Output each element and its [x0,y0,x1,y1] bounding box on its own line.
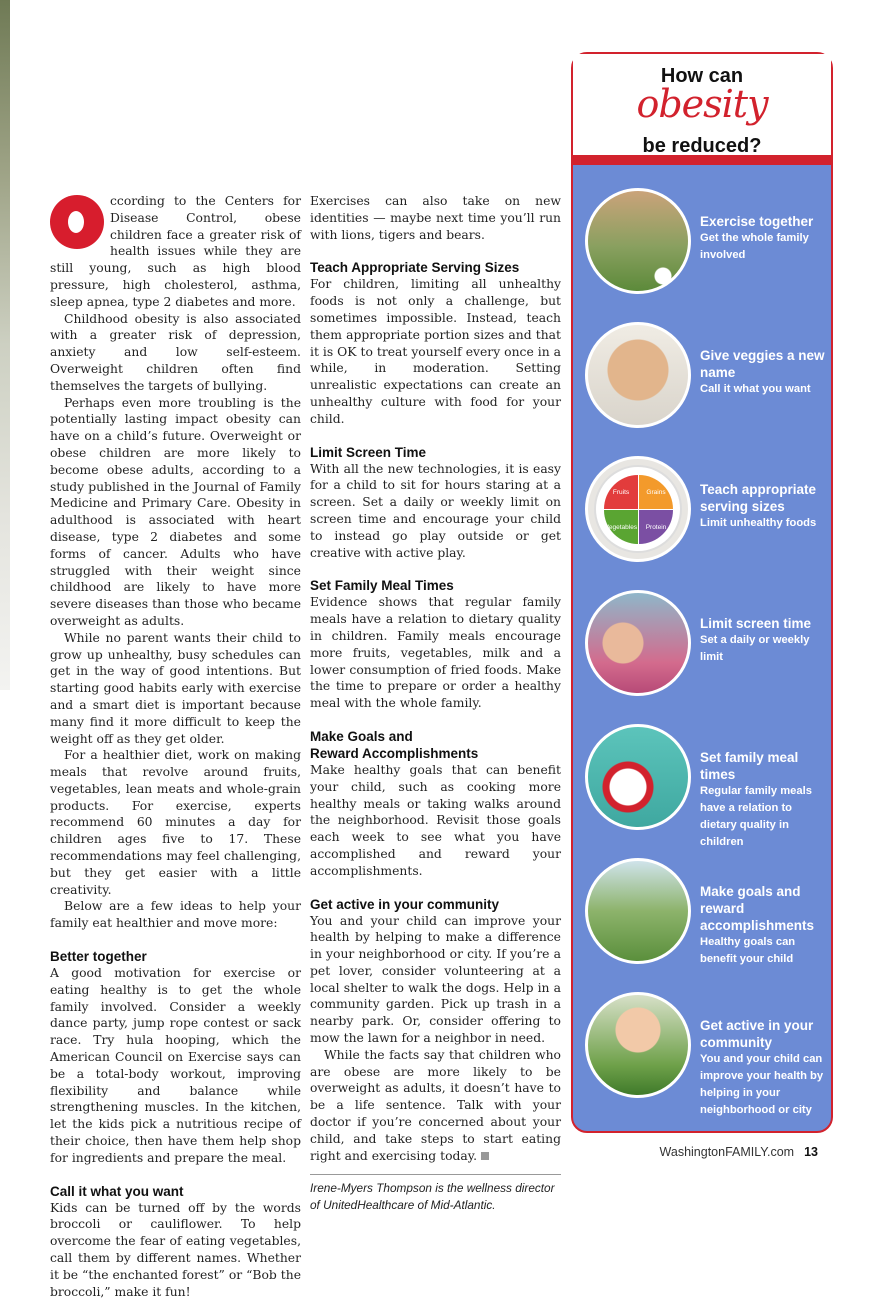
edge-photo [0,0,10,690]
article-column-1 [50,193,301,1300]
plate-photo [585,456,691,562]
tip-item [573,858,831,968]
heading-goals [310,728,561,762]
plate-protein: Protein [639,510,673,544]
paragraph: Childhood obesity is also associated with a greater risk of depression, anxiety and low self-esteem. Overweight children often find themselves the targets of bullying. [50,311,301,393]
heading-meal-times: Set Family Meal Times [310,578,454,594]
heading-goals-line-2: Reward Accomplishments [310,745,479,761]
paragraph: Kids can be turned off by the words broccoli or cauliflower. To help overcome the fear of eating vegetables, call them by different names. Whether it be “the enchanted forest” or “Bob the broccoli,” make it fun! [50,1200,301,1299]
tip-desc: Healthy goals can benefit your child [700,936,796,965]
paragraph: Below are a few ideas to help your family eat healthier and move more: [50,899,301,931]
sidebar-header [573,54,831,165]
alarm-clock-photo [585,724,691,830]
tip-title: Set family meal times [700,750,799,782]
paragraph: ccording to the Centers for Disease Control, obese children face a greater risk of health issues while they are still young, such as high blood pressure, high cholesterol, asthma, sleep apnea, type 2 diabetes and more. [50,194,301,309]
plate-grains: Grains [639,475,673,509]
tip-desc: Get the whole family involved [700,232,809,261]
tip-item [573,590,831,700]
heading-goals-line-1: Make Goals and [310,728,413,744]
paragraph: With all the new technologies, it is easy for a child to sit for hours staring at a screen. Set a daily or weekly limit on screen time and encourage your child to instead go play outside or get creative with active play. [310,461,561,560]
drop-cap [50,195,104,249]
paragraph: For a healthier diet, work on making meals that revolve around fruits, vegetables, lean meats and whole-grain products. For exercise, experts recommend 60 minutes a day for children ages five to 17. These recommendations may feel challenging, but they get easier with a little creativity. [50,748,301,897]
tip-title: Exercise together [700,214,814,229]
paragraph: Evidence shows that regular family meals have a relation to dietary quality in children. Family meals encourage more fruits, vegetables, milk and a lower consumption of fried foods. Make the time to prepare or order a healthy meal with the whole family. [310,595,561,711]
paragraph: Make healthy goals that can benefit your child, such as cooking more healthy meals or taking walks around the neighborhood. Revisit those goals each week to see what you have accomplished and reward your accomplishments. [310,762,561,878]
tip-item [573,992,831,1116]
tip-desc: Set a daily or weekly limit [700,634,810,663]
author-byline: Irene-Myers Thompson is the wellness director of UnitedHealthcare of Mid-Atlantic. [310,1174,561,1214]
tip-title: Teach appropriate serving sizes [700,482,817,514]
child-gardening-photo [585,992,691,1098]
page-footer [660,1145,818,1159]
plate-fruits: Fruits [604,475,638,509]
kids-tablet-photo [585,590,691,696]
kids-soccer-photo [585,188,691,294]
heading-get-active: Get active in your community [310,896,500,912]
page-number: 13 [804,1145,818,1159]
family-running-photo [585,858,691,964]
heading-call-it: Call it what you want [50,1183,184,1199]
tip-item [573,724,831,848]
tip-item [573,456,831,566]
tip-desc: You and your child can improve your health by helping in your neighborhood or city [700,1053,824,1116]
paragraph: You and your child can improve your health by helping to make a difference in your neighborhood or city. If you’re a pet lover, consider volunteering at a local shelter to walk the dogs. Help in a community garden. Pick up trash in a nearby park. Or, consider offering to mow the lawn for a neighbor in need. [310,913,561,1046]
sidebar-title-1: How can [660,65,744,87]
paragraph: For children, limiting all unhealthy foods is not only a challenge, but sometimes impossible. Instead, teach them appropriate portion sizes and that it is OK to treat yourself every once in a while, in moderation. Setting unrealistic expectations can create an unhealthy culture with food for your child. [310,277,561,426]
paragraph-final: While the facts say that children who are obese are more likely to be overweight as adults, it doesn’t have to be a life sentence. Talk with your doctor if you’re concerned about your child, and take steps to start eating right and exercising today. [310,1047,561,1163]
plate-icon [596,467,680,551]
site-name: WashingtonFAMILY.com [659,1145,795,1159]
heading-screen-time: Limit Screen Time [310,444,427,460]
girl-eating-photo [585,322,691,428]
paragraph: A good motivation for exercise or eating healthy is to get the whole family involved. Consider a weekly dance party, jump rope contest or sack race. Try hula hooping, which the American Council on Exercise says can be a total-body workout, improving flexibility and balance while strengthening muscles. In the kitchen, let the kids pick a nutritious recipe of their choice, then have them help shop for ingredients and prepare the meal. [50,966,301,1165]
paragraph: While no parent wants their child to grow up unhealthy, busy schedules can get in the way of good intentions. But starting good habits early with exercise and a smart diet is important because many find it more difficult to keep the weight off as they get older. [50,630,301,746]
tip-desc: Regular family meals have a relation to dietary quality in children [700,785,812,848]
paragraph: Perhaps even more troubling is the potentially lasting impact obesity can have on a child’s future. Overweight or obese children are more likely to become obese adults, according to a study published in the Journal of Family Medicine and Primary Care. Obesity in adulthood is associated with heart disease, type 2 diabetes and some forms of cancer. Adults who have struggled with their weight since childhood are likely to have more severe diseases than those who became overweight as adults. [50,395,301,628]
sidebar-title-obesity: obesity [636,82,768,126]
tip-item [573,322,831,432]
sidebar-tips [571,52,833,1133]
article-column-2 [310,193,561,1214]
tip-title: Get active in your community [700,1018,814,1050]
tip-title: Make goals and reward accomplishments [700,884,815,933]
tip-title: Give veggies a new name [700,348,825,380]
heading-serving-sizes: Teach Appropriate Serving Sizes [310,260,520,276]
heading-better-together: Better together [50,949,147,965]
plate-vegetables: Vegetables [604,510,638,544]
end-mark-icon [481,1152,489,1160]
tip-desc: Call it what you want [700,383,811,395]
sidebar-title-3: be reduced? [642,135,762,157]
paragraph: Exercises can also take on new identities — maybe next time you’ll run with lions, tigers and bears. [310,194,561,242]
tip-item [573,188,831,298]
tip-desc: Limit unhealthy foods [700,517,817,529]
tip-title: Limit screen time [700,616,812,631]
